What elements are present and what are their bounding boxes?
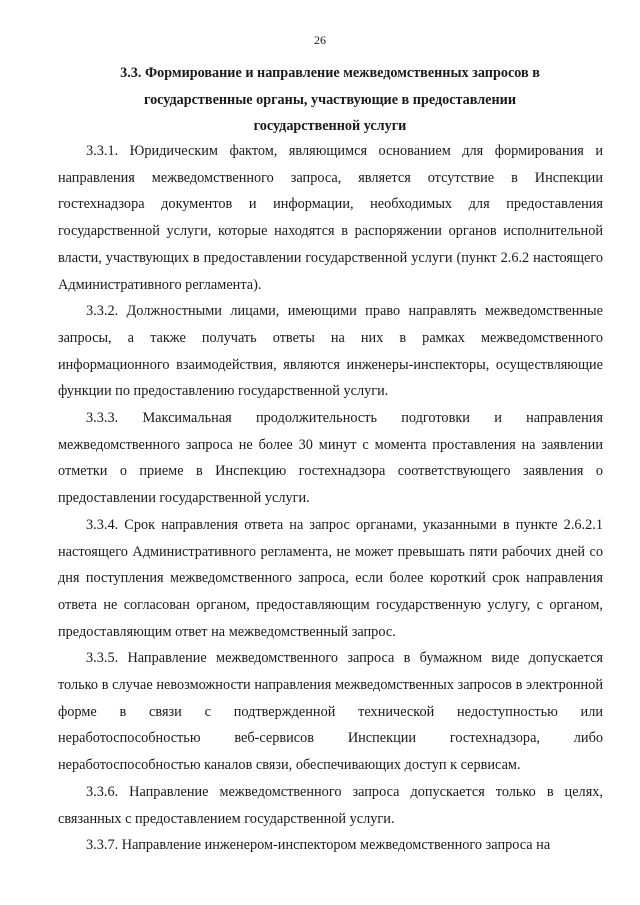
section-title: 3.3. Формирование и направление межведомственных запросов в государственные органы, участвующие в предоставлении государственной услуги [120, 65, 540, 134]
paragraph-3-3-1: 3.3.1. Юридическим фактом, являющимся основанием для формирования и направления межведомственного запроса, является отсутствие в Инспекции гостехнадзора документов и информации, необходимых для предоставления государственной услуги, которые находятся в распоряжении органов исполнительной власти, участвующих в предоставлении государственной услуги (пункт 2.6.2 настоящего Административного регламента). [58, 143, 603, 293]
document-body [58, 138, 603, 859]
page-number: 26 [314, 33, 326, 47]
paragraph-3-3-4: 3.3.4. Срок направления ответа на запрос органами, указанными в пункте 2.6.2.1 настоящего Административного регламента, не может превышать пяти рабочих дней со дня поступления межведомственного запроса, если более короткий срок направления ответа не согласован органом, предоставляющим государственную услугу, с органом, предоставляющим ответ на межведомственный запрос. [58, 516, 603, 640]
paragraph-3-3-5: 3.3.5. Направление межведомственного запроса в бумажном виде допускается только в случае невозможности направления межведомственных запросов в электронной форме в связи с подтвержденной технической недоступностью или неработоспособностью веб-сервисов Инспекции гостехнадзора, либо неработоспособностью каналов связи, обеспечивающих доступ к сервисам. [58, 650, 603, 774]
paragraph-3-3-2: 3.3.2. Должностными лицами, имеющими право направлять межведомственные запросы, а также получать ответы на них в рамках межведомственного информационного взаимодействия, являются инженеры-инспекторы, осуществляющие функции по предоставлению государственной услуги. [58, 303, 603, 400]
paragraph-3-3-7: 3.3.7. Направление инженером-инспектором межведомственного запроса на [86, 837, 551, 854]
paragraph-3-3-6: 3.3.6. Направление межведомственного запроса допускается только в целях, связанных с предоставлением государственной услуги. [58, 783, 603, 827]
paragraph-3-3-3: 3.3.3. Максимальная продолжительность подготовки и направления межведомственного запроса не более 30 минут с момента проставления на заявлении отметки о приеме в Инспекцию гостехнадзора соответствующего заявления о предоставлении государственной услуги. [58, 410, 603, 507]
